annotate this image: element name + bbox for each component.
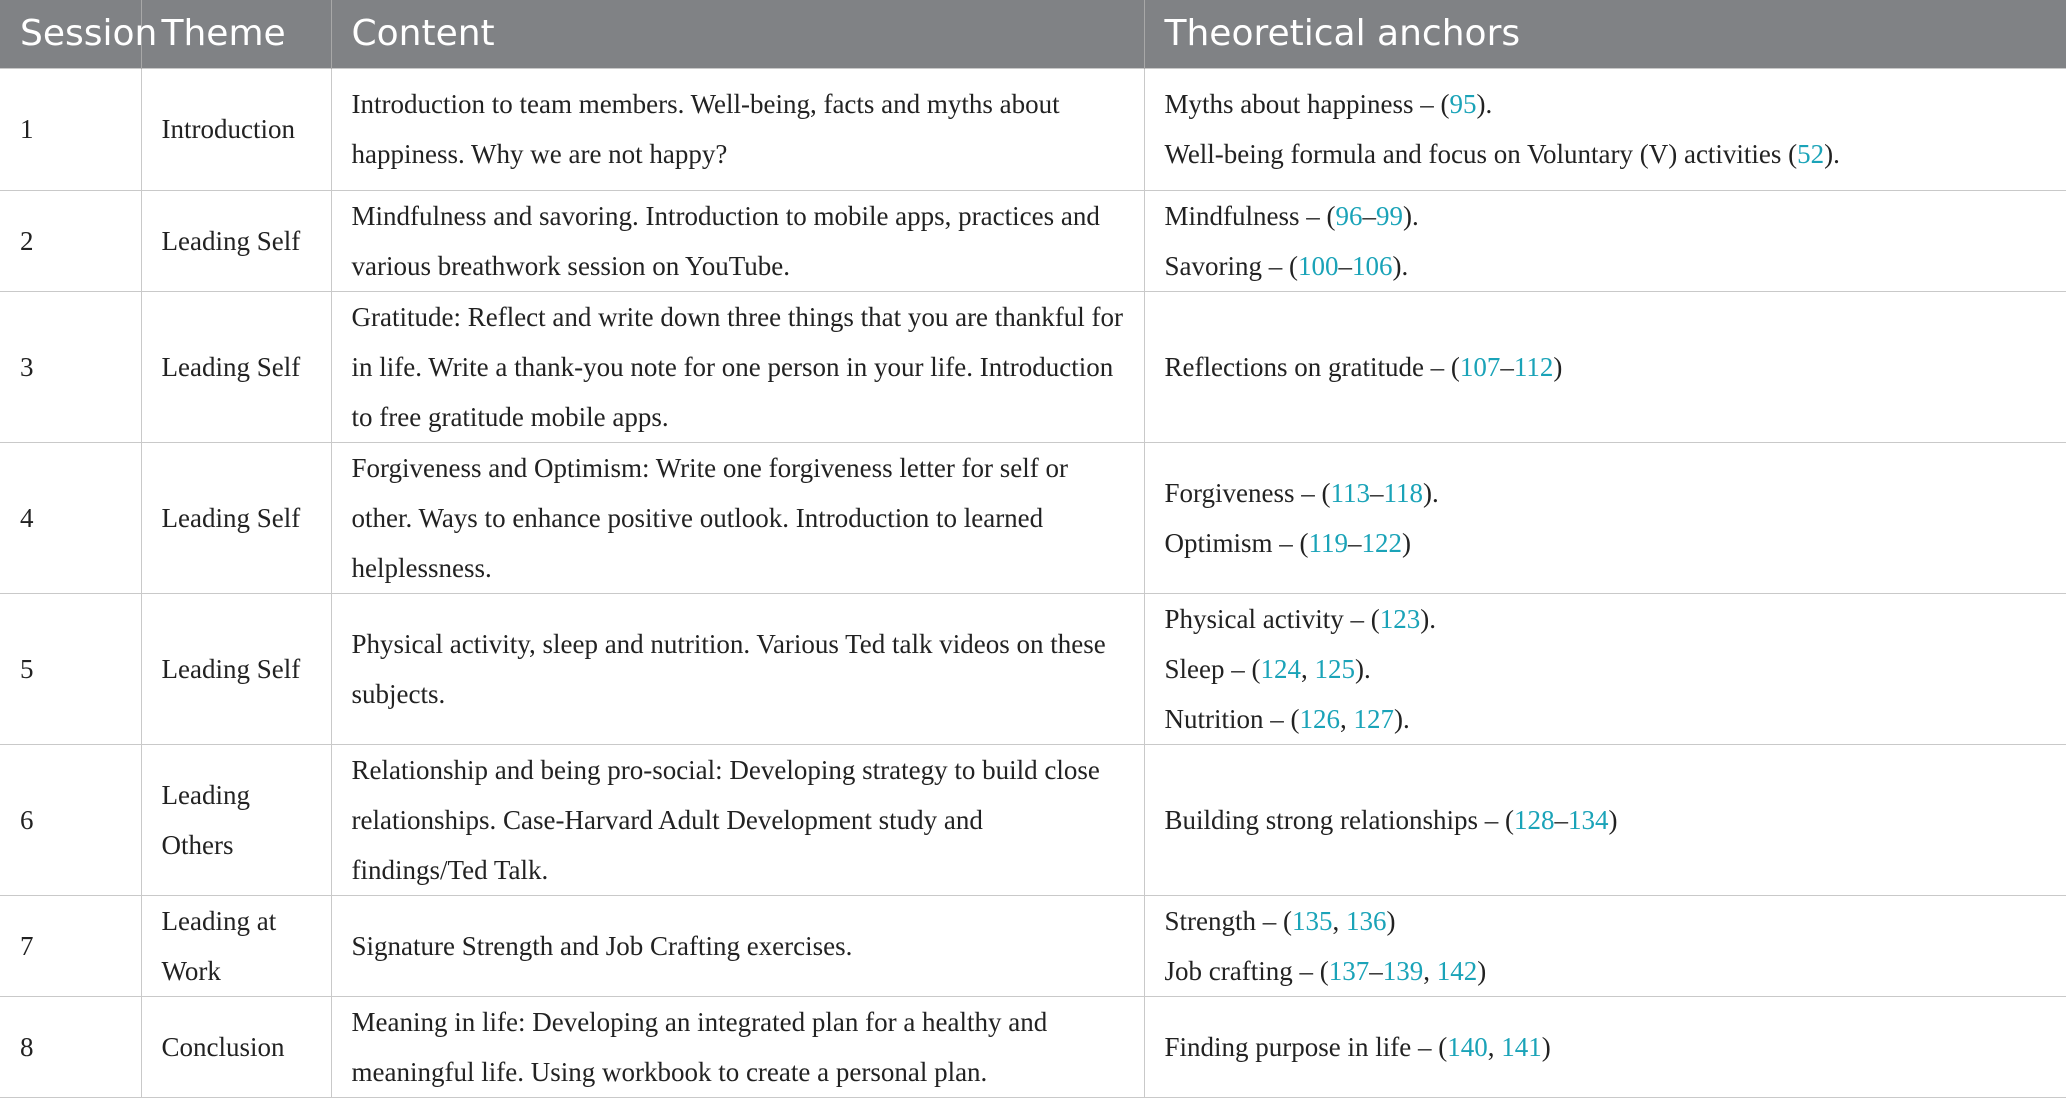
header-theme: Theme [141,0,331,68]
anchor-text: ). [1354,653,1371,684]
reference-link[interactable]: 106 [1351,250,1393,281]
session-cell: 3 [0,291,141,442]
table-row [0,68,2066,190]
reference-link[interactable]: 140 [1447,1031,1488,1062]
anchor-text: ). [1824,139,1840,169]
anchor-text: – [1348,527,1362,558]
anchor-line [1165,468,2047,518]
reference-link[interactable]: 96 [1335,200,1363,231]
anchor-text: – [1370,477,1384,508]
anchor-text: Savoring – ( [1164,250,1298,281]
reference-link[interactable]: 100 [1297,250,1339,281]
reference-link[interactable]: 52 [1797,139,1825,169]
anchor-text: Well-being formula and focus on Voluntary (V) activities ( [1164,139,1798,169]
table-header [0,0,2066,68]
anchor-text: Mindfulness – ( [1164,200,1336,231]
anchor-text: Strength – ( [1164,905,1292,936]
anchor-text: – [1369,955,1383,986]
session-cell: 1 [0,68,141,190]
reference-link[interactable]: 128 [1513,804,1555,835]
anchor-text: ). [1476,89,1493,119]
content-cell: Introduction to team members. Well-being, facts and myths about happiness. Why we are not happy? [331,68,1144,190]
anchor-text: – [1500,351,1514,382]
theme-cell: Leading Self [141,291,331,442]
session-cell: 6 [0,744,141,895]
theoretical-anchors-cell [1144,291,2066,442]
theme-cell: Leading Self [141,593,331,744]
anchor-line [1165,191,2047,241]
anchor-text: ). [1420,603,1436,634]
anchor-line [1165,129,2047,179]
header-row [0,0,2066,68]
header-session: Session [0,0,141,68]
reference-link[interactable]: 99 [1376,200,1403,231]
anchor-text: ) [1541,1031,1551,1062]
anchor-line [1165,342,2047,392]
anchor-text: , [1340,703,1354,734]
header-theoretical-anchors: Theoretical anchors [1144,0,2066,68]
reference-link[interactable]: 141 [1501,1031,1542,1062]
theoretical-anchors-cell [1144,895,2066,996]
anchor-line [1165,795,2047,845]
content-cell: Signature Strength and Job Crafting exercises. [331,895,1144,996]
reference-link[interactable]: 122 [1361,527,1403,558]
anchor-text: ) [1477,955,1487,986]
anchor-line [1165,241,2047,291]
anchor-line [1165,594,2047,644]
anchor-text: – [1362,200,1376,231]
anchor-text: ). [1403,200,1419,231]
theoretical-anchors-cell [1144,593,2066,744]
theoretical-anchors-cell [1144,190,2066,291]
anchor-text: ). [1394,703,1410,734]
anchor-text: , [1487,1031,1502,1062]
anchor-text: ) [1402,527,1412,558]
theoretical-anchors-cell [1144,68,2066,190]
anchor-text: Job crafting – ( [1164,955,1329,986]
reference-link[interactable]: 119 [1308,527,1349,558]
table-row [0,291,2066,442]
reference-link[interactable]: 142 [1436,955,1478,986]
session-cell: 2 [0,190,141,291]
content-cell: Meaning in life: Developing an integrated plan for a healthy and meaningful life. Using workbook to create a personal plan. [331,996,1144,1097]
theme-cell: Leading Self [141,190,331,291]
anchor-line [1165,79,2047,129]
content-cell: Relationship and being pro-social: Developing strategy to build close relationships. Case-Harvard Adult Development study and findings/Ted Talk. [331,744,1144,895]
reference-link[interactable]: 126 [1299,703,1340,734]
anchor-text: , [1332,905,1346,936]
anchor-text: Forgiveness – ( [1164,477,1331,508]
reference-link[interactable]: 135 [1292,905,1333,936]
anchor-text: Building strong relationships – ( [1164,804,1514,835]
anchor-text: Nutrition – ( [1164,703,1300,734]
theme-cell: Leading at Work [141,895,331,996]
anchor-line [1165,896,2047,946]
reference-link[interactable]: 127 [1353,703,1394,734]
theme-cell: Conclusion [141,996,331,1097]
anchor-text: Myths about happiness – ( [1164,89,1450,119]
session-cell: 4 [0,442,141,593]
anchor-text: ) [1386,905,1396,936]
theme-cell: Leading Self [141,442,331,593]
theme-cell: Leading Others [141,744,331,895]
reference-link[interactable]: 137 [1328,955,1370,986]
reference-link[interactable]: 107 [1459,351,1501,382]
table-row [0,744,2066,895]
reference-link[interactable]: 125 [1314,653,1355,684]
table-row [0,190,2066,291]
anchor-text: ). [1423,477,1439,508]
anchor-text: Sleep – ( [1164,653,1261,684]
anchor-line [1165,946,2047,996]
session-cell: 5 [0,593,141,744]
anchor-line [1165,1022,2047,1072]
anchor-text: , [1423,955,1437,986]
anchor-text: – [1338,250,1352,281]
anchor-text: – [1554,804,1568,835]
reference-link[interactable]: 113 [1330,477,1370,508]
theme-cell: Introduction [141,68,331,190]
session-cell: 8 [0,996,141,1097]
reference-link[interactable]: 112 [1513,351,1554,382]
anchor-line [1165,694,2047,744]
table-row [0,895,2066,996]
theoretical-anchors-cell [1144,744,2066,895]
anchor-text: Optimism – ( [1164,527,1309,558]
table-row [0,593,2066,744]
reference-link[interactable]: 134 [1567,804,1609,835]
reference-link[interactable]: 95 [1449,89,1477,119]
content-cell: Physical activity, sleep and nutrition. Various Ted talk videos on these subjects. [331,593,1144,744]
reference-link[interactable]: 136 [1346,905,1387,936]
anchor-text: ) [1608,804,1618,835]
anchor-text: ) [1553,351,1563,382]
header-content: Content [331,0,1144,68]
table-body [0,68,2066,1097]
table-row [0,442,2066,593]
session-cell: 7 [0,895,141,996]
anchor-text: Physical activity – ( [1164,603,1380,634]
reference-link[interactable]: 139 [1382,955,1424,986]
anchor-text: Finding purpose in life – ( [1164,1031,1448,1062]
anchor-text: , [1300,653,1315,684]
reference-link[interactable]: 124 [1260,653,1301,684]
anchor-line [1165,644,2047,694]
content-cell: Gratitude: Reflect and write down three things that you are thankful for in life. Write a thank-you note for one person in your life. Introduction to free gratitude mobile apps. [331,291,1144,442]
content-cell: Mindfulness and savoring. Introduction to mobile apps, practices and various breathwork session on YouTube. [331,190,1144,291]
anchor-text: ). [1392,250,1409,281]
anchor-line [1165,518,2047,568]
content-cell: Forgiveness and Optimism: Write one forgiveness letter for self or other. Ways to enhance positive outlook. Introduction to learned helplessness. [331,442,1144,593]
theoretical-anchors-cell [1144,442,2066,593]
reference-link[interactable]: 123 [1379,603,1421,634]
reference-link[interactable]: 118 [1383,477,1423,508]
anchor-text: Reflections on gratitude – ( [1164,351,1460,382]
